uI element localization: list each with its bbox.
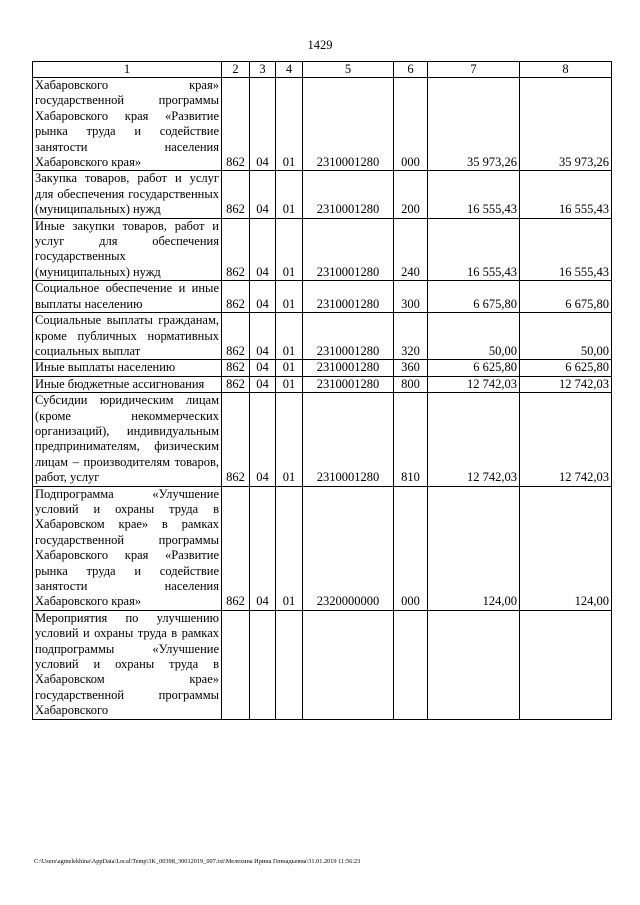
- row-name: Социальные выплаты гражданам, кроме публичных нормативных социальных выплат: [33, 313, 222, 360]
- row-ministry-code: 862: [222, 218, 250, 281]
- row-expense-type: [394, 610, 428, 719]
- row-name: Иные закупки товаров, работ и услуг для обеспечения государственных (муниципальных) нужд: [33, 218, 222, 281]
- row-section: 04: [250, 486, 276, 610]
- row-section: 04: [250, 218, 276, 281]
- row-target-article: 2310001280: [303, 78, 394, 171]
- row-amount-7: 6 675,80: [428, 281, 520, 313]
- header-col-4: 4: [276, 62, 303, 78]
- row-amount-8: 16 555,43: [520, 218, 612, 281]
- page-number: 1429: [307, 38, 333, 52]
- row-section: 04: [250, 281, 276, 313]
- row-amount-7: [428, 610, 520, 719]
- row-amount-8: 6 675,80: [520, 281, 612, 313]
- table-row: [33, 218, 612, 281]
- row-amount-7: 16 555,43: [428, 218, 520, 281]
- row-section: 04: [250, 376, 276, 392]
- row-target-article: [303, 610, 394, 719]
- row-name: Социальное обеспечение и иные выплаты населению: [33, 281, 222, 313]
- row-amount-8: 50,00: [520, 313, 612, 360]
- table-row: [33, 486, 612, 610]
- row-target-article: 2310001280: [303, 171, 394, 218]
- header-col-5: 5: [303, 62, 394, 78]
- row-target-article: 2310001280: [303, 360, 394, 376]
- row-amount-8: [520, 610, 612, 719]
- row-amount-7: 35 973,26: [428, 78, 520, 171]
- row-expense-type: 360: [394, 360, 428, 376]
- row-section: 04: [250, 313, 276, 360]
- row-name: Субсидии юридическим лицам (кроме некоммерческих организаций), индивидуальным предпринимателям, физическим лицам – производителям товаров, работ, услуг: [33, 393, 222, 486]
- row-target-article: 2310001280: [303, 393, 394, 486]
- row-ministry-code: 862: [222, 313, 250, 360]
- row-section: [250, 610, 276, 719]
- row-target-article: 2310001280: [303, 313, 394, 360]
- row-amount-8: 6 625,80: [520, 360, 612, 376]
- row-expense-type: 800: [394, 376, 428, 392]
- row-name: Хабаровского края» государственной программы Хабаровского края «Развитие рынка труда и содействие занятости населения Хабаровского края»: [33, 78, 222, 171]
- row-target-article: 2320000000: [303, 486, 394, 610]
- row-subsection: 01: [276, 313, 303, 360]
- row-target-article: 2310001280: [303, 281, 394, 313]
- row-ministry-code: 862: [222, 171, 250, 218]
- row-ministry-code: 862: [222, 393, 250, 486]
- row-section: 04: [250, 393, 276, 486]
- row-expense-type: 300: [394, 281, 428, 313]
- row-expense-type: 810: [394, 393, 428, 486]
- table-row: [33, 281, 612, 313]
- header-col-1: 1: [33, 62, 222, 78]
- row-name: Иные выплаты населению: [33, 360, 222, 376]
- row-subsection: 01: [276, 393, 303, 486]
- row-name: Подпрограмма «Улучшение условий и охраны труда в Хабаровском крае» в рамках государственной программы Хабаровского края «Развитие рынка труда и содействие занятости населения Хабаровского края»: [33, 486, 222, 610]
- row-section: 04: [250, 360, 276, 376]
- row-amount-8: 12 742,03: [520, 376, 612, 392]
- row-subsection: [276, 610, 303, 719]
- header-col-7: 7: [428, 62, 520, 78]
- row-ministry-code: 862: [222, 281, 250, 313]
- row-target-article: 2310001280: [303, 376, 394, 392]
- row-subsection: 01: [276, 360, 303, 376]
- row-subsection: 01: [276, 171, 303, 218]
- row-expense-type: 240: [394, 218, 428, 281]
- row-expense-type: 320: [394, 313, 428, 360]
- row-section: 04: [250, 171, 276, 218]
- row-amount-7: 12 742,03: [428, 376, 520, 392]
- row-subsection: 01: [276, 376, 303, 392]
- row-subsection: 01: [276, 78, 303, 171]
- row-expense-type: 200: [394, 171, 428, 218]
- row-subsection: 01: [276, 486, 303, 610]
- table-row: [33, 78, 612, 171]
- row-ministry-code: 862: [222, 376, 250, 392]
- row-amount-7: 6 625,80: [428, 360, 520, 376]
- table-row: [33, 393, 612, 486]
- row-subsection: 01: [276, 218, 303, 281]
- table-header-row: [33, 62, 612, 78]
- file-path-footer: C:\Users\agmelekhina\AppData\Local\Temp\3K_00398_30012019_007.txt\Мелехина Ирина Геннадьевна\31.01.2019 11:56:23: [34, 858, 361, 865]
- row-name: Мероприятия по улучшению условий и охраны труда в рамках подпрограммы «Улучшение условий и охраны труда в Хабаровском крае» государственной программы Хабаровского: [33, 610, 222, 719]
- row-expense-type: 000: [394, 486, 428, 610]
- row-target-article: 2310001280: [303, 218, 394, 281]
- row-ministry-code: [222, 610, 250, 719]
- row-name: Закупка товаров, работ и услуг для обеспечения государственных (муниципальных) нужд: [33, 171, 222, 218]
- table-row: [33, 610, 612, 719]
- header-col-2: 2: [222, 62, 250, 78]
- row-subsection: 01: [276, 281, 303, 313]
- header-col-8: 8: [520, 62, 612, 78]
- row-amount-8: 16 555,43: [520, 171, 612, 218]
- row-ministry-code: 862: [222, 486, 250, 610]
- row-amount-7: 12 742,03: [428, 393, 520, 486]
- row-amount-8: 35 973,26: [520, 78, 612, 171]
- header-col-6: 6: [394, 62, 428, 78]
- row-amount-8: 12 742,03: [520, 393, 612, 486]
- row-name: Иные бюджетные ассигнования: [33, 376, 222, 392]
- row-expense-type: 000: [394, 78, 428, 171]
- table-row: [33, 376, 612, 392]
- row-amount-7: 124,00: [428, 486, 520, 610]
- table-row: [33, 360, 612, 376]
- table-row: [33, 171, 612, 218]
- row-amount-7: 50,00: [428, 313, 520, 360]
- row-ministry-code: 862: [222, 360, 250, 376]
- budget-table: [32, 61, 612, 720]
- row-section: 04: [250, 78, 276, 171]
- row-amount-8: 124,00: [520, 486, 612, 610]
- row-ministry-code: 862: [222, 78, 250, 171]
- table-row: [33, 313, 612, 360]
- header-col-3: 3: [250, 62, 276, 78]
- row-amount-7: 16 555,43: [428, 171, 520, 218]
